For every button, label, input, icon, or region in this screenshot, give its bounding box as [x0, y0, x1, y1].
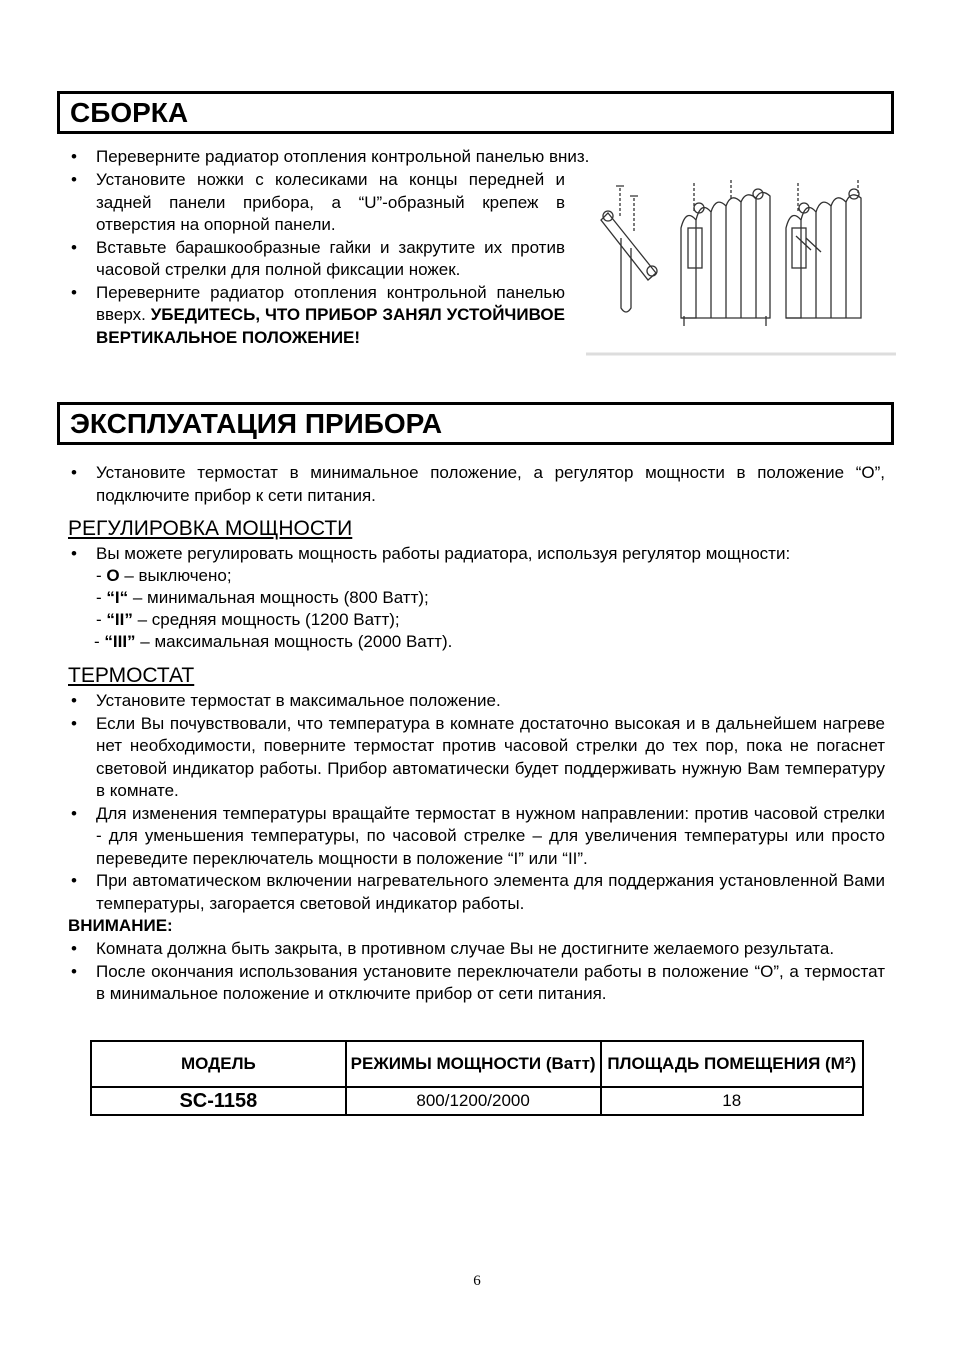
cell-model: SC-1158	[91, 1087, 346, 1115]
list-item: • Установите ножки с колесиками на концы передней и задней панели прибора, а “U”-образный крепеж в отверстия на опорной панели.	[68, 169, 565, 237]
table-row	[91, 1087, 863, 1115]
power-mode-3: - “III” – максимальная мощность (2000 Ватт).	[94, 632, 453, 651]
header-model: МОДЕЛЬ	[91, 1041, 346, 1087]
power-list	[68, 543, 898, 566]
power-subheading: РЕГУЛИРОВКА МОЩНОСТИ	[68, 517, 353, 540]
power-mode-1: - “I“ – минимальная мощность (800 Ватт);	[96, 588, 429, 607]
operation-heading-text: ЭКСПЛУАТАЦИЯ ПРИБОРА	[70, 407, 443, 439]
assembly-list-narrow	[68, 169, 565, 349]
warning-list	[68, 938, 885, 1006]
list-item: • Установите термостат в максимальное положение.	[68, 690, 885, 713]
list-item: • Если Вы почувствовали, что температура в комнате достаточно высокая и в дальнейшем нагреве нет необходимости, поверните термостат против часовой стрелки до тех пор, пока не погаснет световой индикатор работы. Прибор автоматически будет поддерживать нужную Вам температуру в комнате.	[68, 713, 885, 803]
list-item: • Установите термостат в минимальное положение, а регулятор мощности в положение “O”, подключите прибор к сети питания.	[68, 462, 885, 507]
list-item: • Вставьте барашкообразные гайки и закрутите их против часовой стрелки для полной фиксации ножек.	[68, 237, 565, 282]
header-power-modes: РЕЖИМЫ МОЩНОСТИ (Ватт)	[346, 1041, 601, 1087]
list-item: • После окончания использования установите переключатели работы в положение “O”, а термостат в минимальное положение и отключите прибор от сети питания.	[68, 961, 885, 1006]
cell-power-modes: 800/1200/2000	[346, 1087, 601, 1115]
list-item: • Комната должна быть закрыта, в противном случае Вы не достигните желаемого результата.	[68, 938, 885, 961]
assembly-heading-text: СБОРКА	[70, 96, 189, 128]
list-item: • Для изменения температуры вращайте термостат в нужном направлении: против часовой стрелки - для уменьшения температуры, по часовой стрелке – для увеличения температуры или просто переведите переключатель мощности в положение “I” или “II”.	[68, 803, 885, 871]
warning-title: ВНИМАНИЕ:	[68, 916, 173, 935]
spec-table	[90, 1040, 864, 1116]
list-item: • Переверните радиатор отопления контрольной панелью вниз.	[68, 146, 688, 169]
page-number: 6	[473, 1273, 481, 1289]
list-item	[68, 282, 565, 350]
assembly-illustration	[586, 178, 896, 360]
header-room-area: ПЛОЩАДЬ ПОМЕЩЕНИЯ (М²)	[601, 1041, 864, 1087]
assembly-last-bold: УБЕДИТЕСЬ, ЧТО ПРИБОР ЗАНЯЛ УСТОЙЧИВОЕ ВЕРТИКАЛЬНОЕ ПОЛОЖЕНИЕ!	[96, 305, 565, 347]
operation-list	[68, 462, 885, 507]
operation-heading	[57, 402, 894, 445]
list-item: • Вы можете регулировать мощность работы радиатора, используя регулятор мощности:	[68, 543, 898, 566]
thermostat-list	[68, 690, 885, 915]
power-mode-2: - “II” – средняя мощность (1200 Ватт);	[96, 610, 400, 629]
assembly-list	[68, 146, 688, 169]
thermostat-subheading: ТЕРМОСТАТ	[68, 664, 195, 687]
assembly-last-normal: Переверните радиатор отопления контрольной панелью вверх.	[96, 282, 565, 324]
list-item: • При автоматическом включении нагревательного элемента для поддержания установленной Вами температуры, загорается световой индикатор работы.	[68, 870, 885, 915]
assembly-heading	[57, 91, 894, 134]
table-header-row	[91, 1041, 863, 1087]
cell-room-area: 18	[601, 1087, 864, 1115]
power-mode-off: - O – выключено;	[96, 566, 232, 585]
